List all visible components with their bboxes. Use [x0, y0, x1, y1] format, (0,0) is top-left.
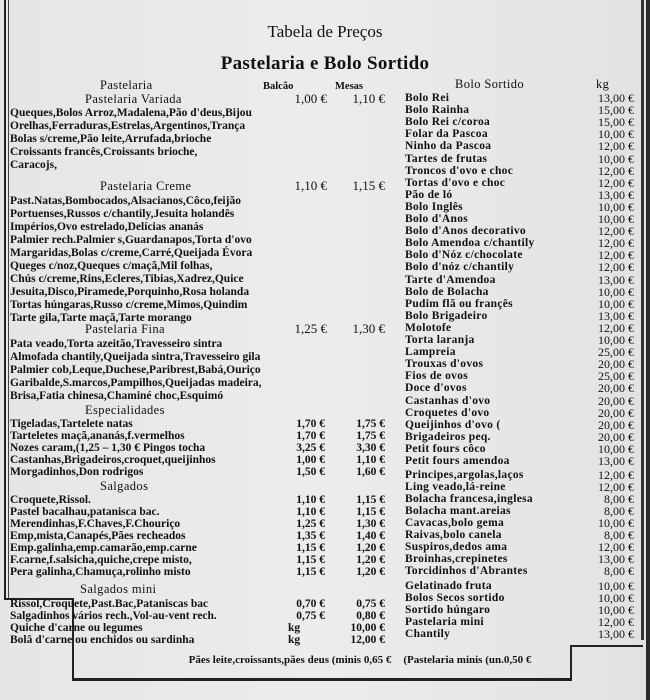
- cake-item-price: 10,00 €: [598, 127, 634, 142]
- cake-item-name: Torcidinhos d'Abrantes: [405, 565, 528, 578]
- menu-item: Pata veado,Torta azeitão,Travesseiro sintra: [10, 338, 223, 350]
- item-price-mesas: 1,30 €: [356, 518, 385, 530]
- cake-item-name: Bolo Rei: [405, 92, 450, 104]
- menu-item: Brisa,Fatia chinesa,Chaminé choc,Esquimó: [10, 390, 224, 402]
- cake-item-price: 15,00 €: [598, 103, 634, 118]
- cake-item-price: 13,00 €: [598, 626, 634, 641]
- right-column-header: Bolo Sortido: [455, 77, 525, 91]
- menu-item: Castanhas,Brigadeiros,croquet,queijinhos: [10, 454, 216, 466]
- item-price-balcao: kg: [288, 622, 301, 634]
- cake-item-price: 12,00 €: [598, 163, 634, 178]
- item-price-balcao: 1,70 €: [296, 430, 325, 442]
- item-price-mesas: 3,30 €: [356, 442, 385, 454]
- menu-item: Tortas húngaras,Russo c/creme,Mimos,Quindim: [10, 299, 248, 311]
- cake-item-name: Bolo d'Anos decorativo: [405, 225, 526, 238]
- item-price-balcao: 1,00 €: [296, 454, 325, 466]
- cake-item-price: 10,00 €: [598, 441, 634, 456]
- cake-item-price: 10,00 €: [598, 516, 634, 530]
- item-price-mesas: 1,15 €: [356, 506, 385, 518]
- cake-item-price: 8,00 €: [604, 528, 634, 543]
- footer-note-right: (Pastelaria minis (un.0,50 €: [403, 654, 532, 666]
- footer-note-left: Pães leite,croissants,pães deus (minis 0,65 €: [188, 654, 392, 666]
- menu-item: Orelhas,Ferraduras,Estrelas,Argentinos,Trança: [10, 120, 246, 132]
- left-column-header: Pastelaria: [100, 78, 153, 92]
- cake-item-name: Petit fours côco: [405, 442, 486, 455]
- menu-item: Merendinhas,F.Chaves,F.Chouriço: [10, 518, 181, 530]
- menu-item: Croissants francês,Croissants brioche,: [10, 146, 198, 158]
- menu-item: Garibalde,S.marcos,Pampilhos,Queijadas madeira,: [10, 377, 262, 389]
- cake-item-name: Suspiros,dedos ama: [405, 541, 508, 554]
- cake-item-price: 12,00 €: [598, 320, 634, 335]
- unit-column-header: kg: [596, 77, 610, 91]
- cake-item-price: 13,00 €: [598, 272, 634, 287]
- item-price-balcao: 1,35 €: [296, 530, 325, 542]
- section-title: Salgados: [100, 479, 149, 493]
- cake-item-price: 12,00 €: [598, 175, 634, 190]
- menu-item: Nozes caram,(1,25 – 1,30 € Pingos tocha: [10, 442, 206, 454]
- cake-item-price: 10,00 €: [598, 296, 634, 311]
- section-title: Pastelaria Variada: [85, 92, 182, 106]
- cake-item-price: 20,00 €: [598, 393, 634, 408]
- item-price-balcao: 0,70 €: [296, 598, 325, 610]
- cake-item-price: 25,00 €: [598, 345, 634, 360]
- cake-item-name: Pão de ló: [405, 188, 453, 201]
- cake-item-name: Bolo de Bolacha: [405, 285, 489, 298]
- cake-item-price: 15,00 €: [598, 115, 634, 130]
- menu-item: Queques,Bolos Arroz,Madalena,Pão d'deus,Bijou: [10, 107, 252, 119]
- cake-item-price: 25,00 €: [598, 369, 634, 384]
- menu-item: F.carne,f.salsicha,quiche,crepe misto,: [10, 554, 192, 566]
- cake-item-price: 20,00 €: [598, 405, 634, 420]
- frame-border: [570, 645, 643, 647]
- cake-item-name: Ninho da Pascoa: [405, 140, 492, 153]
- item-price-mesas: 1,20 €: [356, 554, 385, 566]
- cake-item-name: Petit fours amendoa: [405, 455, 510, 467]
- cake-item-name: Castanhas d'ovo: [405, 394, 491, 407]
- section-title: Pastelaria Fina: [85, 322, 165, 336]
- cake-item-name: Bolo Brigadeiro: [405, 309, 488, 322]
- item-price-balcao: kg: [288, 634, 301, 646]
- menu-item: Tarte gila,Tarte maçã,Tarte morango: [10, 312, 192, 324]
- item-price-mesas: 1,10 €: [356, 454, 385, 466]
- frame-border: [641, 0, 644, 640]
- cake-item-name: Pastelaria mini: [405, 615, 484, 628]
- cake-item-price: 10,00 €: [598, 602, 634, 617]
- cake-item-name: Brigadeiros peq.: [405, 430, 491, 443]
- item-price-mesas: 1,40 €: [356, 530, 385, 542]
- menu-item: Bolâ d'carne ou enchidos ou sardinha: [10, 634, 195, 646]
- cake-item-price: 20,00 €: [598, 381, 634, 396]
- cake-item-name: Bolo d'Anos: [405, 213, 469, 225]
- section-price-mesas: 1,10 €: [352, 91, 385, 106]
- cake-item-name: Bolacha francesa,inglesa: [405, 492, 533, 505]
- section-price-mesas: 1,30 €: [352, 321, 385, 336]
- item-price-mesas: 1,75 €: [356, 430, 385, 442]
- cake-item-name: Tarte d'Amendoa: [405, 273, 496, 286]
- cake-item-name: Chantily: [405, 627, 451, 640]
- item-price-balcao: 1,15 €: [296, 566, 325, 578]
- footer: [80, 654, 640, 667]
- item-price-balcao: 1,10 €: [296, 494, 325, 506]
- item-price-mesas: 0,75 €: [356, 598, 385, 610]
- page-subtitle: Pastelaria e Bolo Sortido: [220, 53, 430, 74]
- item-price-mesas: 1,60 €: [356, 466, 385, 478]
- menu-item: Tigeladas,Tartelete natas: [10, 418, 133, 430]
- cake-item-name: Bolo Rei c/coroa: [405, 116, 491, 129]
- cake-item-price: 12,00 €: [598, 467, 634, 482]
- cake-item-name: Folar da Pascoa: [405, 128, 488, 141]
- cake-item-name: Bolo d'Nóz c/chocolate: [405, 249, 523, 262]
- cake-item-price: 12,00 €: [598, 614, 634, 629]
- item-price-balcao: 3,25 €: [296, 442, 325, 454]
- cake-item-name: Cavacas,bolo gema: [405, 517, 505, 529]
- menu-item: Pastel bacalhau,patanisca bac.: [10, 506, 160, 518]
- item-price-mesas: 1,20 €: [356, 566, 385, 578]
- menu-item: Bolas s/creme,Pão leite,Arrufada,brioche: [10, 133, 212, 145]
- menu-item: Palmier rech.Palmier s,Guardanapos,Torta d'ovo: [10, 234, 252, 246]
- item-price-balcao: 1,70 €: [296, 418, 325, 430]
- menu-item: Jesuita,Disco,Piramede,Porquinho,Rosa holanda: [10, 286, 250, 298]
- section-title: Especialidades: [85, 403, 165, 417]
- cake-item-price: 8,00 €: [604, 564, 634, 579]
- menu-item: Past.Natas,Bombocados,Alsacianos,Côco,feijão: [10, 195, 241, 207]
- cake-item-name: Pudim flã ou françês: [405, 297, 513, 310]
- item-price-balcao: 1,25 €: [296, 518, 325, 530]
- cake-item-name: Trouxas d'ovos: [405, 358, 484, 371]
- frame-border: [4, 0, 6, 598]
- cake-item-price: 12,00 €: [598, 236, 634, 251]
- item-price-mesas: 1,75 €: [356, 418, 385, 430]
- menu-item: Caracojs,: [10, 159, 57, 171]
- cake-item-price: 12,00 €: [598, 248, 634, 263]
- item-price-mesas: 10,00 €: [350, 622, 385, 634]
- cake-item-name: Ling veado,lá-reine: [405, 480, 506, 493]
- frame-border: [72, 678, 572, 681]
- cake-item-name: Bolo Amendoa c/chantily: [405, 237, 535, 250]
- cake-item-price: 10,00 €: [598, 578, 634, 593]
- section-price-balcao: 1,25 €: [294, 321, 327, 336]
- cake-item-name: Tortas d'ovo e choc: [405, 176, 506, 189]
- cake-item-name: Doce d'ovos: [405, 382, 467, 395]
- cake-item-name: Principes,argolas,laços: [405, 468, 524, 481]
- section-price-mesas: 1,15 €: [352, 178, 385, 193]
- item-price-balcao: 1,10 €: [296, 506, 325, 518]
- cake-item-price: 10,00 €: [598, 199, 634, 214]
- cake-item-price: 12,00 €: [598, 479, 634, 494]
- cake-item-name: Bolacha mant.areias: [405, 504, 511, 517]
- item-price-mesas: 12,00 €: [350, 634, 385, 646]
- menu-item: Impérios,Ovo estrelado,Delícias ananás: [10, 221, 204, 233]
- cake-item-price: 20,00 €: [598, 429, 634, 444]
- section-title: Salgados mini: [80, 582, 157, 596]
- cake-item-name: Croquetes d'ovo: [405, 406, 490, 419]
- frame-edge: [646, 0, 650, 700]
- cake-item-name: Queijinhos d'ovo (: [405, 418, 501, 431]
- cake-item-price: 20,00 €: [598, 417, 634, 432]
- menu-item: Pera galinha,Chamuça,rolinho misto: [10, 566, 191, 578]
- cake-item-price: 13,00 €: [598, 552, 634, 567]
- cake-item-price: 10,00 €: [598, 151, 634, 166]
- cake-item-price: 8,00 €: [604, 503, 634, 518]
- cake-item-name: Broinhas,crepinetes: [405, 553, 508, 566]
- menu-item: Chús c/creme,Rins,Ecleres,Tibias,Xadrez,Quice: [10, 273, 244, 285]
- cake-item-name: Gelatinado fruta: [405, 579, 492, 592]
- cake-item-price: 12,00 €: [598, 224, 634, 239]
- cake-item-name: Lampreia: [405, 346, 456, 359]
- cake-item-name: Tartes de frutas: [405, 152, 488, 165]
- cake-item-price: 13,00 €: [598, 454, 634, 468]
- cake-item-name: Bolo d'nóz c/chantily: [405, 261, 515, 274]
- menu-item: Morgadinhos,Don rodrigos: [10, 466, 144, 478]
- cake-item-price: 10,00 €: [598, 212, 634, 226]
- menu-item: Quiche d'carne ou legumes: [10, 622, 143, 634]
- page-title: Tabela de Preços: [267, 22, 383, 41]
- item-price-balcao: 1,15 €: [296, 554, 325, 566]
- cake-item-name: Molotofe: [405, 321, 452, 334]
- item-price-balcao: 1,50 €: [296, 466, 325, 478]
- menu-item: Tarteletes maçã,ananás,f.vermelhos: [10, 430, 185, 442]
- cake-item-price: 12,00 €: [598, 139, 634, 154]
- cake-item-name: Troncos d'ovo e choc: [405, 164, 514, 177]
- section-title: Pastelaria Creme: [100, 179, 192, 193]
- cake-item-price: 10,00 €: [598, 590, 634, 605]
- mesas-column-header: Mesas: [335, 81, 363, 92]
- cake-item-price: 13,00 €: [598, 308, 634, 323]
- cake-item-price: 8,00 €: [604, 491, 634, 506]
- menu-item: Portuenses,Russos c/chantily,Jesuita holandês: [10, 208, 235, 220]
- frame-border: [8, 0, 9, 598]
- cake-item-name: Bolo Rainha: [405, 104, 470, 117]
- cake-item-name: Sortido húngaro: [405, 603, 491, 616]
- cake-item-price: 12,00 €: [598, 260, 634, 275]
- menu-item: Margaridas,Bolas c/creme,Carré,Queijada Évora: [10, 247, 253, 259]
- cake-item-price: 20,00 €: [598, 357, 634, 372]
- section-price-balcao: 1,00 €: [294, 91, 327, 106]
- cake-item-price: 13,00 €: [598, 91, 634, 105]
- cake-item-price: 10,00 €: [598, 284, 634, 299]
- cake-item-price: 13,00 €: [598, 187, 634, 202]
- menu-item: Queges c/noz,Queques c/maçã,Mil folhas,: [10, 260, 213, 272]
- cake-item-name: Fios de ovos: [405, 370, 469, 383]
- item-price-mesas: 1,15 €: [356, 494, 385, 506]
- cake-item-name: Raivas,bolo canela: [405, 529, 502, 542]
- item-price-mesas: 1,20 €: [356, 542, 385, 554]
- menu-item: Almofada chantily,Queijada sintra,Travesseiro gila: [10, 351, 261, 363]
- cake-item-price: 10,00 €: [598, 333, 634, 347]
- menu-item: Palmier cob,Leque,Duchese,Paribrest,Babá,Ouriço: [10, 364, 261, 376]
- cake-item-price: 12,00 €: [598, 540, 634, 555]
- menu-item: Emp.galinha,emp.camarão,emp.carne: [10, 542, 197, 554]
- cake-item-name: Bolos Secos sortido: [405, 591, 505, 604]
- item-price-balcao: 0,75 €: [296, 610, 325, 622]
- menu-item: Emp,mista,Canapés,Pães recheados: [10, 530, 186, 542]
- balcao-column-header: Balcão: [263, 81, 294, 92]
- menu-item: Rissol,Croquete,Past.Bac,Pataniscas bac: [10, 598, 209, 610]
- menu-item: Salgadinhos vários rech.,Vol-au-vent rech.: [10, 610, 217, 622]
- menu-item: Croquete,Rissol.: [10, 494, 91, 506]
- item-price-balcao: 1,15 €: [296, 542, 325, 554]
- cake-item-name: Bolo Inglês: [405, 200, 463, 213]
- cake-item-name: Torta laranja: [405, 334, 475, 346]
- section-price-balcao: 1,10 €: [294, 178, 327, 193]
- item-price-mesas: 0,80 €: [356, 610, 385, 622]
